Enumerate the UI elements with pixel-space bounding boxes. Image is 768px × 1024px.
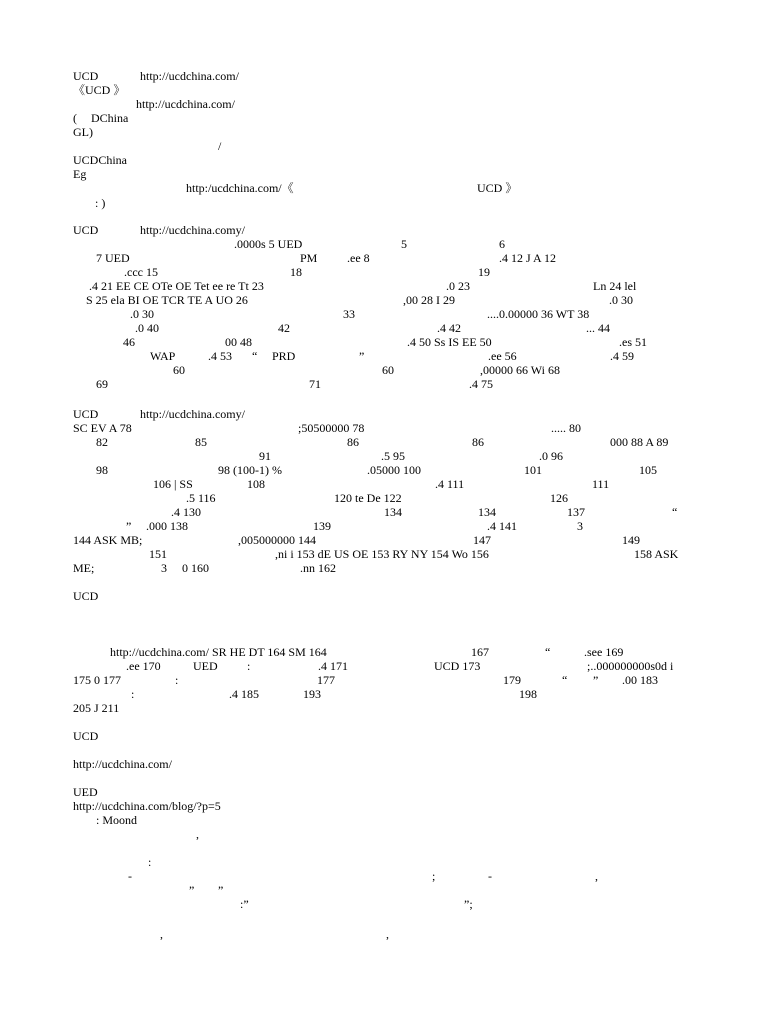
text-run: 126 — [550, 491, 568, 505]
text-run: 134 — [478, 505, 496, 519]
text-run: .ccc 15 — [124, 265, 158, 279]
text-run: Eg — [73, 167, 87, 181]
text-run: 193 — [303, 687, 321, 701]
text-run: ”; — [464, 897, 473, 911]
text-run: “ — [562, 673, 568, 687]
text-run: :” — [240, 897, 249, 911]
text-run: 108 — [247, 477, 265, 491]
text-run: : Moond — [96, 813, 138, 827]
text-run: 69 — [96, 377, 108, 391]
text-run: .4 171 — [318, 659, 348, 673]
text-run: ,00 28 I 29 — [403, 293, 455, 307]
text-run: 158 ASK — [634, 547, 679, 561]
text-run: 19 — [478, 265, 490, 279]
text-run: http://ucdchina.com/ — [73, 757, 172, 771]
text-run: UCD — [73, 223, 99, 237]
text-run: 139 — [313, 519, 331, 533]
text-run: ..... 80 — [551, 421, 581, 435]
text-run: 85 — [195, 435, 207, 449]
text-run: ” — [126, 519, 132, 533]
text-run: 98 (100-1) % — [218, 463, 282, 477]
text-run: , — [196, 827, 199, 841]
text-run: UED — [193, 659, 218, 673]
text-run: .nn 162 — [300, 561, 336, 575]
text-run: 71 — [309, 377, 321, 391]
text-run: “ — [545, 645, 551, 659]
text-run: ” — [593, 673, 599, 687]
text-run: - — [488, 869, 492, 883]
text-run: PM — [300, 251, 318, 265]
text-run: 《UCD 》 — [73, 83, 126, 97]
text-run: UCD — [73, 729, 99, 743]
text-run: 86 — [472, 435, 484, 449]
text-run: : ) — [95, 196, 106, 210]
text-run: ... 44 — [586, 321, 610, 335]
text-run: .4 75 — [469, 377, 493, 391]
text-run: : — [131, 687, 135, 701]
text-run: ” — [359, 349, 365, 363]
text-run: .05000 100 — [367, 463, 421, 477]
text-run: 175 0 177 — [73, 673, 121, 687]
text-run: 144 ASK MB; — [73, 533, 143, 547]
text-run: PRD — [272, 349, 296, 363]
text-run: : — [148, 855, 152, 869]
text-run: ;..000000000s0d i — [587, 659, 674, 673]
text-run: .5 95 — [381, 449, 405, 463]
text-run: 82 — [96, 435, 108, 449]
text-run: ,005000000 144 — [238, 533, 316, 547]
text-run: 18 — [290, 265, 302, 279]
text-run: 5 — [401, 237, 407, 251]
text-run: .4 42 — [437, 321, 461, 335]
text-run: 6 — [499, 237, 505, 251]
text-run: ; — [432, 869, 436, 883]
text-run: ,00000 66 Wi 68 — [480, 363, 560, 377]
text-run: 33 — [343, 307, 355, 321]
text-run: UCD 173 — [434, 659, 481, 673]
text-run: .000 138 — [146, 519, 188, 533]
text-run: UCDChina — [73, 153, 127, 167]
text-run: .0 40 — [135, 321, 159, 335]
text-run: 46 — [123, 335, 135, 349]
text-run: , — [595, 869, 598, 883]
text-run: 60 — [173, 363, 185, 377]
text-run: 0 160 — [182, 561, 209, 575]
text-run: .0 96 — [539, 449, 563, 463]
text-run: GL) — [73, 125, 93, 139]
text-run: ( — [73, 111, 77, 125]
text-run: UCD — [73, 589, 99, 603]
text-run: SC EV A 78 — [73, 421, 132, 435]
text-run: 60 — [382, 363, 394, 377]
text-run: 98 — [96, 463, 108, 477]
text-run: .4 59 — [610, 349, 634, 363]
text-run: .0000s 5 UED — [234, 237, 303, 251]
text-run: 198 — [519, 687, 537, 701]
text-run: S 25 ela BI OE TCR TE A UO 26 — [86, 293, 248, 307]
text-run: http://ucdchina.com/ SR HE DT 164 SM 164 — [110, 645, 327, 659]
text-run: Ln 24 lel — [593, 279, 637, 293]
text-run: .4 21 EE CE OTe OE Tet ee re Tt 23 — [89, 279, 264, 293]
text-run: 000 88 A 89 — [610, 435, 669, 449]
text-run: 101 — [524, 463, 542, 477]
text-run: 86 — [347, 435, 359, 449]
text-run: http:/ucdchina.com/《 — [186, 181, 294, 195]
text-run: .ee 56 — [488, 349, 517, 363]
text-run: UCD 》 — [477, 181, 518, 195]
text-run: http://ucdchina.comy/ — [140, 407, 245, 421]
text-run: .00 183 — [622, 673, 658, 687]
text-run: 177 — [317, 673, 335, 687]
text-run: ....0.00000 36 WT 38 — [487, 307, 590, 321]
text-run: .ee 170 — [126, 659, 161, 673]
text-run: UCD — [73, 407, 99, 421]
text-run: WAP — [150, 349, 176, 363]
text-run: .ee 8 — [347, 251, 370, 265]
text-run: 91 — [259, 449, 271, 463]
text-run: 00 48 — [225, 335, 252, 349]
text-run: 151 — [149, 547, 167, 561]
text-run: .4 12 J A 12 — [499, 251, 557, 265]
text-run: ” — [189, 883, 195, 897]
text-run: : — [175, 673, 179, 687]
text-run: ” — [218, 883, 224, 897]
text-run: 137 — [567, 505, 585, 519]
text-run: 120 te De 122 — [334, 491, 402, 505]
text-run: 179 — [503, 673, 521, 687]
text-run: .4 53 — [208, 349, 232, 363]
text-run: .4 111 — [435, 477, 465, 491]
text-run: UCD — [73, 69, 99, 83]
text-run: “ — [252, 349, 258, 363]
text-run: http://ucdchina.com/ — [136, 97, 235, 111]
text-run: .0 30 — [609, 293, 633, 307]
text-run: .0 30 — [130, 307, 154, 321]
text-run: .4 50 Ss IS EE 50 — [407, 335, 492, 349]
text-run: .0 23 — [446, 279, 470, 293]
text-run: 105 — [639, 463, 657, 477]
text-run: http://ucdchina.com/blog/?p=5 — [73, 799, 221, 813]
text-run: 205 J 211 — [73, 701, 120, 715]
text-run: 134 — [384, 505, 402, 519]
text-run: 3 — [577, 519, 583, 533]
text-run: / — [218, 139, 222, 153]
text-run: 42 — [278, 321, 290, 335]
text-run: : — [247, 659, 251, 673]
text-run: 149 — [622, 533, 640, 547]
text-run: ME; — [73, 561, 95, 575]
text-run: 7 UED — [96, 251, 130, 265]
text-run: .es 51 — [619, 335, 647, 349]
text-run: .4 185 — [229, 687, 259, 701]
text-run: .5 116 — [186, 491, 216, 505]
text-run: ,ni i 153 dE US OE 153 RY NY 154 Wo 156 — [275, 547, 489, 561]
text-run: 147 — [473, 533, 491, 547]
text-run: .4 130 — [171, 505, 201, 519]
text-run: , — [160, 927, 163, 941]
text-run: DChina — [91, 111, 129, 125]
text-run: 106 | SS — [153, 477, 193, 491]
text-run: UED — [73, 785, 98, 799]
text-run: - — [128, 869, 132, 883]
text-run: ;50500000 78 — [298, 421, 365, 435]
text-run: .4 141 — [487, 519, 517, 533]
text-run: 3 — [161, 561, 167, 575]
text-run: http://ucdchina.comy/ — [140, 223, 245, 237]
text-run: http://ucdchina.com/ — [140, 69, 239, 83]
text-run: .see 169 — [584, 645, 624, 659]
text-run: , — [386, 927, 389, 941]
text-run: “ — [672, 505, 678, 519]
text-run: 111 — [592, 477, 610, 491]
text-run: 167 — [471, 645, 489, 659]
